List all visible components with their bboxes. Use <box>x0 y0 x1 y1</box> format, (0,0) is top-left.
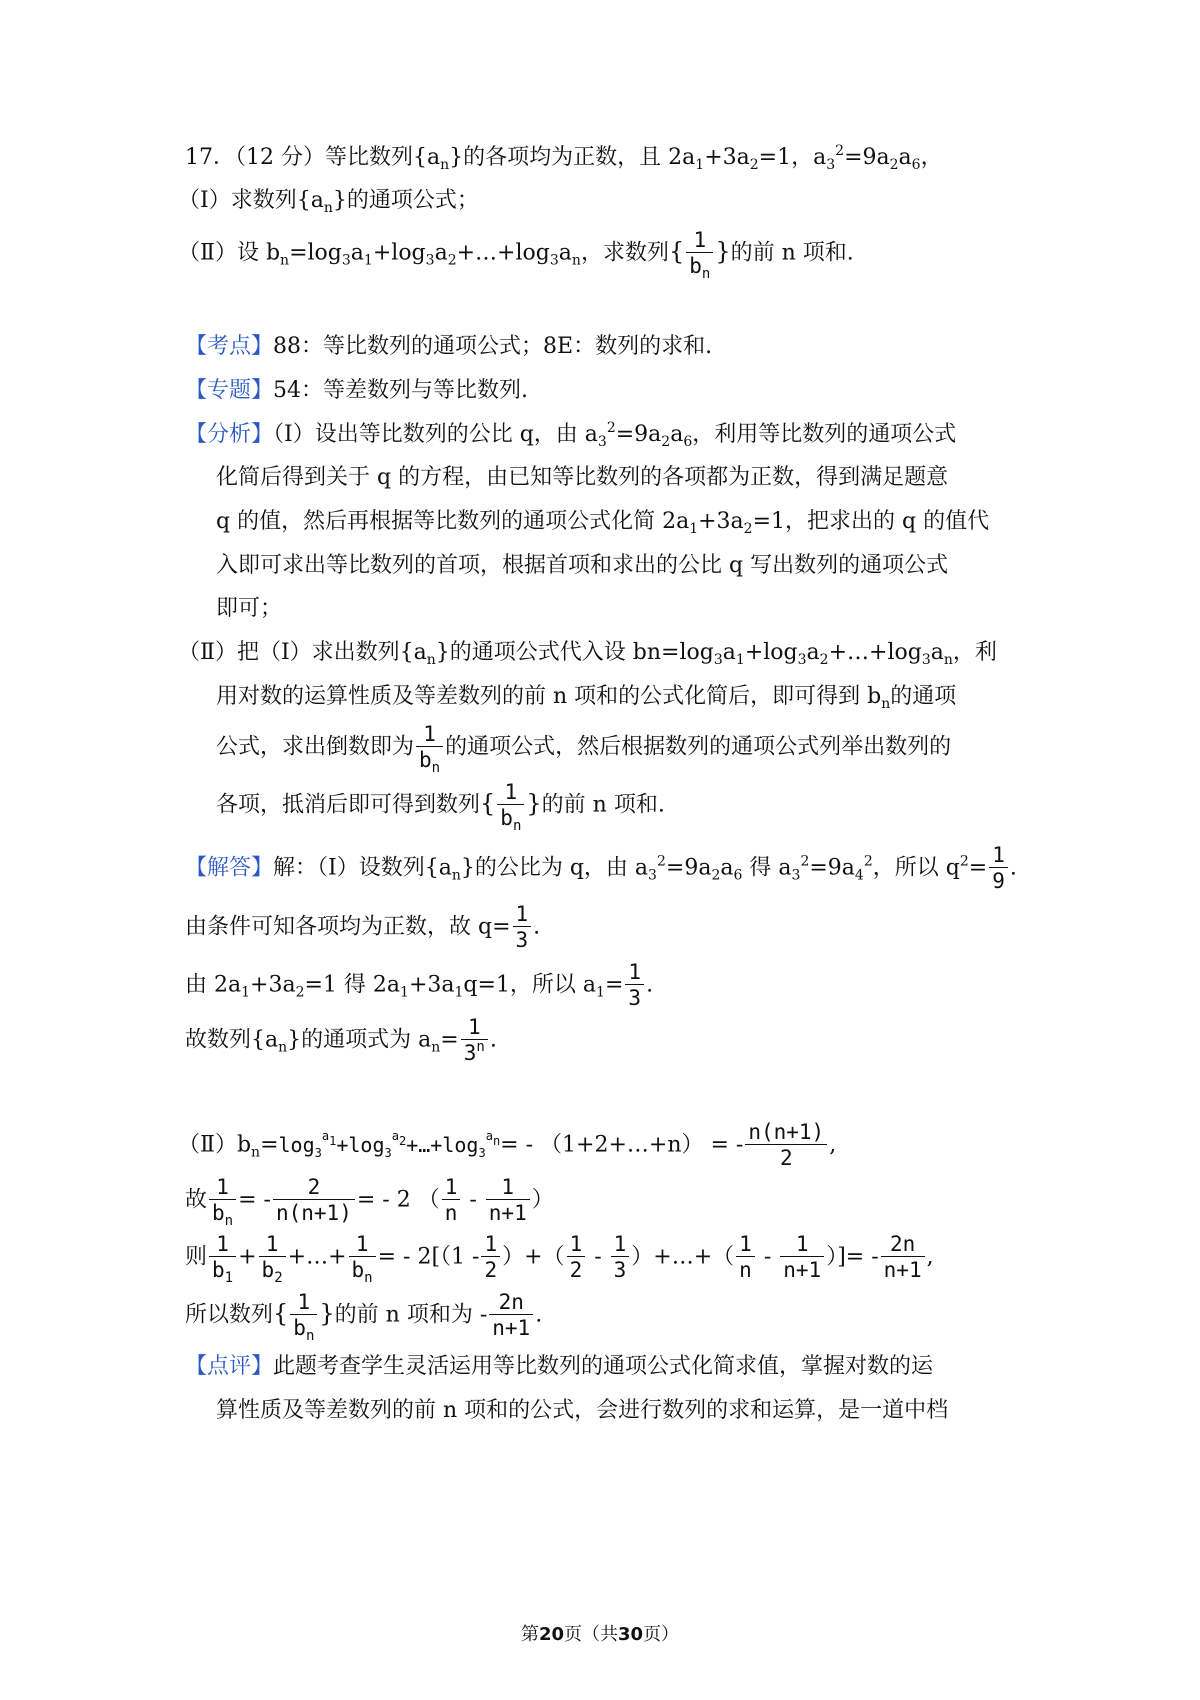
kaodian-line: 【考点】88：等比数列的通项公式；8E：数列的求和. <box>185 334 713 359</box>
zhuanti-line: 【专题】54：等差数列与等比数列. <box>185 378 529 403</box>
fenxi-line-9: 各项，抵消后即可得到数列{ $\frac{1}{b_n}$ }的前 n 项和. <box>216 780 665 834</box>
fraction-1-over-n-plus-1: $\frac{1}{n+1}$ <box>780 1232 824 1283</box>
fraction-1-over-bn: $\frac{1}{b_n}$ <box>686 228 713 279</box>
problem-score: （12 分） <box>235 145 325 170</box>
fraction-1-over-bn: $\frac{1}{b_n}$ <box>497 780 524 831</box>
fraction-1-over-b2: $\frac{1}{b_2}$ <box>259 1232 286 1283</box>
dianping-label: 【点评】 <box>185 1354 274 1379</box>
jieda-line-7: 则 $\frac{1}{b_1}$ + $\frac{1}{b_2}$ +…+ $\frac{1}{b_n}$ = - 2[（1 - $\frac{1}{2}$ ）+（ $\frac{1}{2}$ - $\frac{1}{3}$ ）+…+（ $\frac{1}{n}$ - $\frac{1}{n+1}$ ）]= - $\frac{2n}{n+1}$ , <box>185 1232 934 1286</box>
jieda-line-2: 由条件可知各项均为正数，故 q= $\frac{1}{3}$ . <box>185 902 541 952</box>
problem-part-2: （Ⅱ）设 $b_n=\log_3a_1+\log_3a_2+\dots+\log_3a_n$，求数列{ $\frac{1}{b_n}$ }的前 n 项和. <box>178 228 854 282</box>
fraction-1-over-bn: $\frac{1}{b_n}$ <box>416 722 443 773</box>
fraction-2-over-n-n-plus-1: $\frac{2}{n(n+1)}$ <box>273 1175 355 1226</box>
fraction-1-over-2: $\frac{1}{2}$ <box>481 1232 500 1283</box>
kaodian-label: 【考点】 <box>185 334 274 359</box>
fraction-1-over-n: $\frac{1}{n}$ <box>442 1175 461 1226</box>
fraction-1-over-3: $\frac{1}{3}$ <box>611 1232 630 1283</box>
fraction-2n-over-n-plus-1: $\frac{2n}{n+1}$ <box>881 1232 925 1283</box>
dianping-line-2: 算性质及等差数列的前 n 项和的公式，会进行数列的求和运算，是一道中档 <box>216 1398 949 1423</box>
page-total: 30 <box>618 1624 644 1645</box>
zhuanti-label: 【专题】 <box>185 378 274 403</box>
fenxi-line-1: 【分析】（Ⅰ）设出等比数列的公比 q，由 $a_3^2=9a_2a_6$，利用等比数列的通项公式 <box>185 420 957 450</box>
fenxi-line-6: （Ⅱ）把（Ⅰ）求出数列$\{a_n\}$的通项公式代入设 $bn=\log_3a_1+\log_3a_2+\dots+\log_3a_n$，利 <box>178 640 997 668</box>
jieda-line-6: 故 $\frac{1}{b_n}$ = - $\frac{2}{n(n+1)}$ = - 2 （ $\frac{1}{n}$ - $\frac{1}{n+1}$ ） <box>185 1175 554 1229</box>
fenxi-line-3: q 的值，然后再根据等比数列的通项公式化简 $2a_1+3a_2=1$，把求出的 q 的值代 <box>216 509 990 537</box>
fraction-1-over-3: $\frac{1}{3}$ <box>513 902 532 953</box>
fenxi-line-5: 即可； <box>216 596 283 621</box>
problem-part-1: （Ⅰ）求数列$\{a_n\}$的通项公式； <box>178 188 479 216</box>
fraction-1-over-bn: $\frac{1}{b_n}$ <box>209 1175 236 1226</box>
jieda-line-4: 故数列$\{a_n\}$的通项式为 $a_n=$ $\frac{1}{3^n}$ . <box>185 1015 497 1065</box>
fenxi-line-7: 用对数的运算性质及等差数列的前 n 项和的公式化简后，即可得到 $b_n$的通项 <box>216 684 957 712</box>
fenxi-line-4: 入即可求出等比数列的首项，根据首项和求出的公比 q 写出数列的通项公式 <box>216 553 949 578</box>
fraction-1-over-3n: $\frac{1}{3^n}$ <box>461 1015 488 1066</box>
fraction-1-over-2: $\frac{1}{2}$ <box>567 1232 586 1283</box>
jieda-label: 【解答】 <box>185 855 274 881</box>
fraction-1-over-b1: $\frac{1}{b_1}$ <box>209 1232 236 1283</box>
fenxi-label: 【分析】 <box>185 422 274 447</box>
fraction-1-over-bn: $\frac{1}{b_n}$ <box>290 1290 317 1341</box>
problem-number: 17． <box>185 145 235 170</box>
jieda-line-5: $(Ⅱ)b_n=\log_3^{a_1}+\log_3^{a_2}+\dots+\log_3^{a_n}=$ - （1+2+…+n） = - $\frac{n(n+1)}{2}$ , <box>178 1120 837 1170</box>
page-footer: 第20页（共30页） <box>520 1624 680 1645</box>
fraction-1-over-bn: $\frac{1}{b_n}$ <box>349 1232 376 1283</box>
dianping-line-1: 【点评】此题考查学生灵活运用等比数列的通项公式化简求值，掌握对数的运 <box>185 1354 934 1379</box>
fraction-2n-over-n-plus-1: $\frac{2n}{n+1}$ <box>489 1290 533 1341</box>
jieda-line-3: 由 $2a_1+3a_2=1$ 得 $2a_1+3a_1q=1$，所以 $a_1=$ $\frac{1}{3}$ . <box>185 960 654 1010</box>
jieda-line-1: 【解答】解：（Ⅰ）设数列$\{a_n\}$的公比为 q，由 $a_3^2=9a_2a_6$ 得 $a_3^2=9a_4^2$，所以 $q^2=$ $\frac{1}{9}$ . <box>185 843 1017 893</box>
fenxi-line-2: 化简后得到关于 q 的方程，由已知等比数列的各项都为正数，得到满足题意 <box>216 465 949 490</box>
fraction-1-over-3: $\frac{1}{3}$ <box>625 960 644 1011</box>
jieda-line-8: 所以数列{ $\frac{1}{b_n}$ }的前 n 项和为 - $\frac{2n}{n+1}$ . <box>185 1290 543 1344</box>
fraction-n-n-plus-1-over-2: $\frac{n(n+1)}{2}$ <box>745 1120 827 1171</box>
problem-line-1: 17．（12 分）等比数列$\{a_n\}$的各项均为正数，且 $2a_1+3a_2=1$，$a_3^2=9a_2a_6$， <box>185 143 943 173</box>
page-number: 20 <box>538 1624 564 1645</box>
fraction-1-over-n-plus-1: $\frac{1}{n+1}$ <box>486 1175 530 1226</box>
fraction-1-over-n: $\frac{1}{n}$ <box>736 1232 755 1283</box>
fenxi-line-8: 公式，求出倒数即为 $\frac{1}{b_n}$ 的通项公式，然后根据数列的通项公式列举出数列的 <box>216 722 952 776</box>
fraction-1-over-9: $\frac{1}{9}$ <box>989 843 1008 894</box>
